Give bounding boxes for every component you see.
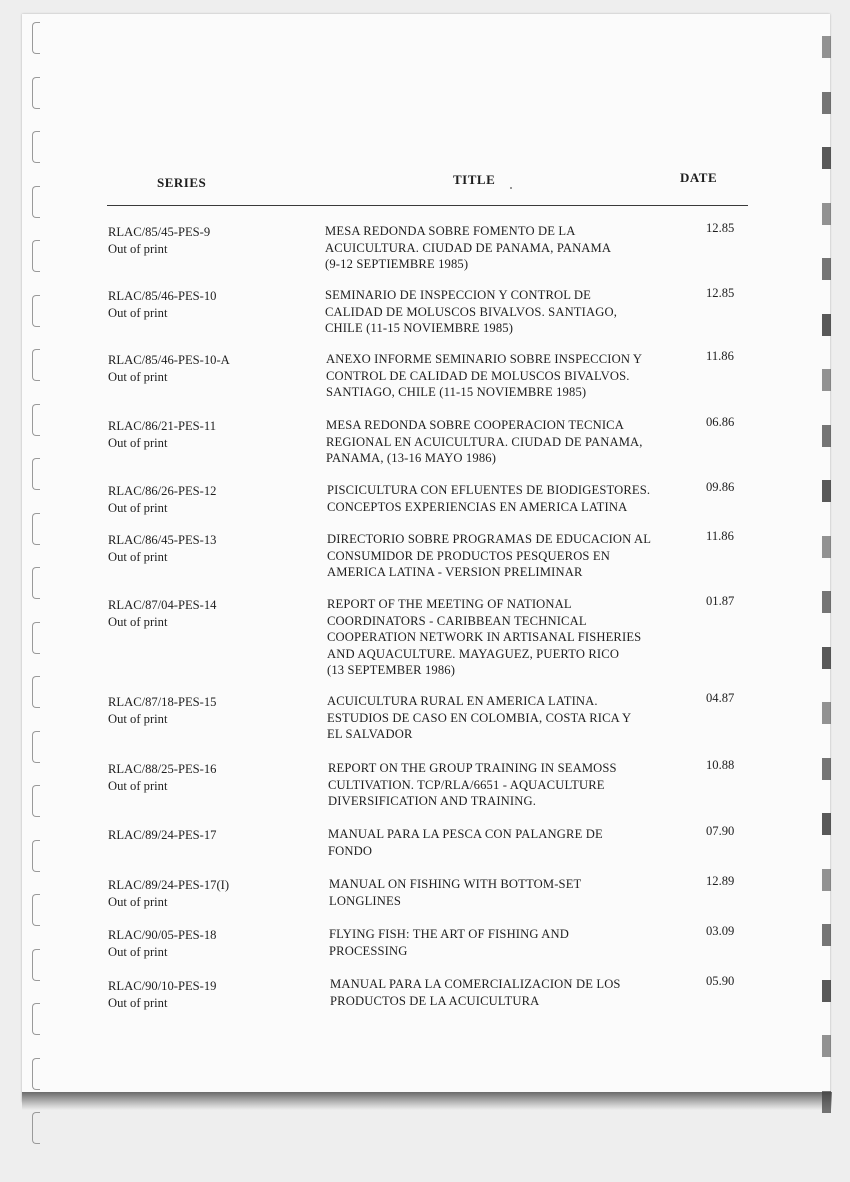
- right-edge-marks: [822, 36, 832, 1076]
- date-value: 11.86: [706, 529, 734, 543]
- title-text: [325, 223, 695, 273]
- binding-hole: [32, 295, 40, 327]
- header-speck: [510, 187, 512, 189]
- title-line: EL SALVADOR: [327, 727, 413, 741]
- series-code: RLAC/85/45-PES-9: [108, 225, 211, 239]
- date-value: 01.87: [706, 594, 735, 608]
- title-text: [329, 926, 699, 959]
- binding-hole: [32, 567, 40, 599]
- binding-hole: [32, 1058, 40, 1090]
- title-line: SANTIAGO, CHILE (11-15 NOVIEMBRE 1985): [326, 385, 587, 399]
- edge-mark: [822, 92, 831, 114]
- edge-mark: [822, 203, 831, 225]
- title-line: AND AQUACULTURE. MAYAGUEZ, PUERTO RICO: [327, 646, 620, 661]
- header-title: TITLE: [453, 172, 496, 187]
- title-line: CONSUMIDOR DE PRODUCTOS PESQUEROS EN: [327, 548, 610, 563]
- header-rule: [107, 205, 748, 206]
- title-text: [327, 531, 697, 581]
- binding-hole: [32, 131, 40, 163]
- binding-hole: [32, 894, 40, 926]
- edge-mark: [822, 813, 831, 835]
- edge-mark: [822, 258, 831, 280]
- title-line: REPORT OF THE MEETING OF NATIONAL: [327, 597, 572, 611]
- title-line: FLYING FISH: THE ART OF FISHING AND: [329, 927, 569, 941]
- title-text: [326, 417, 696, 467]
- series-code: RLAC/88/25-PES-16: [108, 762, 217, 776]
- binding-hole: [32, 785, 40, 817]
- edge-mark: [822, 869, 831, 891]
- date-value: 11.86: [706, 349, 734, 363]
- edge-mark: [822, 36, 831, 58]
- title-line: FONDO: [328, 843, 373, 858]
- date-value: 10.88: [706, 758, 735, 772]
- title-line: COORDINATORS - CARIBBEAN TECHNICAL: [327, 613, 587, 628]
- title-line: CHILE (11-15 NOVIEMBRE 1985): [325, 321, 514, 335]
- title-line: (13 SEPTEMBER 1986): [327, 663, 456, 677]
- title-line: REPORT ON THE GROUP TRAINING IN SEAMOSS: [328, 761, 617, 775]
- series-code: RLAC/86/45-PES-13: [108, 533, 217, 547]
- title-line: (9-12 SEPTIEMBRE 1985): [325, 257, 469, 271]
- title-line: CALIDAD DE MOLUSCOS BIVALVOS. SANTIAGO,: [325, 304, 618, 319]
- binding-hole: [32, 1112, 40, 1144]
- date-value: 12.89: [706, 874, 735, 888]
- date-value: 03.09: [706, 924, 735, 938]
- date-value: 12.85: [706, 286, 735, 300]
- series-code: RLAC/89/24-PES-17(I): [108, 878, 230, 892]
- title-line: MESA REDONDA SOBRE FOMENTO DE LA: [325, 224, 576, 238]
- edge-mark: [822, 647, 831, 669]
- print-status: Out of print: [108, 996, 168, 1010]
- title-line: CONCEPTOS EXPERIENCIAS EN AMERICA LATINA: [327, 499, 628, 514]
- binding-hole: [32, 1003, 40, 1035]
- title-line: SEMINARIO DE INSPECCION Y CONTROL DE: [325, 288, 592, 302]
- binding-hole: [32, 731, 40, 763]
- binding-hole: [32, 949, 40, 981]
- title-text: [326, 351, 696, 401]
- title-text: [327, 596, 697, 679]
- title-line: MESA REDONDA SOBRE COOPERACION TECNICA: [326, 418, 624, 432]
- binding-holes: [32, 22, 44, 1172]
- header-series: SERIES: [157, 175, 207, 190]
- title-text: [328, 760, 698, 810]
- title-line: REGIONAL EN ACUICULTURA. CIUDAD DE PANAMA,: [326, 434, 643, 449]
- title-line: PANAMA, (13-16 MAYO 1986): [326, 451, 497, 465]
- series-code: RLAC/87/18-PES-15: [108, 695, 217, 709]
- title-line: ESTUDIOS DE CASO EN COLOMBIA, COSTA RICA Y: [327, 710, 632, 725]
- title-text: [327, 482, 697, 515]
- page-bottom-shadow: [22, 1092, 832, 1110]
- title-line: DIVERSIFICATION AND TRAINING.: [328, 794, 537, 808]
- binding-hole: [32, 840, 40, 872]
- edge-mark: [822, 980, 831, 1002]
- edge-mark: [822, 314, 831, 336]
- title-text: [329, 876, 699, 909]
- title-text: [330, 976, 700, 1009]
- edge-mark: [822, 1035, 831, 1057]
- print-status: Out of print: [108, 436, 168, 450]
- print-status: Out of print: [108, 242, 168, 256]
- series-code: RLAC/85/46-PES-10-A: [108, 353, 230, 367]
- print-status: Out of print: [108, 895, 168, 909]
- print-status: Out of print: [108, 306, 168, 320]
- binding-hole: [32, 622, 40, 654]
- edge-mark: [822, 147, 831, 169]
- series-code: RLAC/86/21-PES-11: [108, 419, 216, 433]
- title-text: [325, 287, 695, 337]
- edge-mark: [822, 1091, 831, 1113]
- edge-mark: [822, 924, 831, 946]
- title-line: CONTROL DE CALIDAD DE MOLUSCOS BIVALVOS.: [326, 368, 630, 383]
- binding-hole: [32, 458, 40, 490]
- title-line: PROCESSING: [329, 943, 408, 958]
- title-line: MANUAL ON FISHING WITH BOTTOM-SET: [329, 877, 582, 891]
- binding-hole: [32, 404, 40, 436]
- binding-hole: [32, 513, 40, 545]
- date-value: 05.90: [706, 974, 735, 988]
- date-value: 04.87: [706, 691, 735, 705]
- binding-hole: [32, 186, 40, 218]
- title-line: PISCICULTURA CON EFLUENTES DE BIODIGESTORES.: [327, 483, 651, 497]
- title-text: [327, 693, 697, 743]
- title-line: PRODUCTOS DE LA ACUICULTURA: [330, 993, 540, 1008]
- series-code: RLAC/85/46-PES-10: [108, 289, 217, 303]
- print-status: Out of print: [108, 945, 168, 959]
- print-status: Out of print: [108, 615, 168, 629]
- print-status: Out of print: [108, 712, 168, 726]
- title-line: MANUAL PARA LA COMERCIALIZACION DE LOS: [330, 977, 621, 991]
- binding-hole: [32, 22, 40, 54]
- binding-hole: [32, 676, 40, 708]
- edge-mark: [822, 369, 831, 391]
- title-line: DIRECTORIO SOBRE PROGRAMAS DE EDUCACION AL: [327, 532, 652, 546]
- title-text: [328, 826, 698, 859]
- series-code: RLAC/89/24-PES-17: [108, 828, 217, 842]
- print-status: Out of print: [108, 370, 168, 384]
- title-line: LONGLINES: [329, 893, 402, 908]
- date-value: 12.85: [706, 221, 735, 235]
- binding-hole: [32, 349, 40, 381]
- edge-mark: [822, 758, 831, 780]
- series-code: RLAC/87/04-PES-14: [108, 598, 217, 612]
- title-line: ANEXO INFORME SEMINARIO SOBRE INSPECCION Y: [326, 352, 643, 366]
- series-code: RLAC/90/10-PES-19: [108, 979, 217, 993]
- print-status: Out of print: [108, 779, 168, 793]
- binding-hole: [32, 77, 40, 109]
- print-status: Out of print: [108, 501, 168, 515]
- edge-mark: [822, 702, 831, 724]
- edge-mark: [822, 591, 831, 613]
- date-value: 09.86: [706, 480, 735, 494]
- print-status: Out of print: [108, 550, 168, 564]
- edge-mark: [822, 425, 831, 447]
- title-line: ACUICULTURA. CIUDAD DE PANAMA, PANAMA: [325, 240, 612, 255]
- title-line: CULTIVATION. TCP/RLA/6651 - AQUACULTURE: [328, 777, 605, 792]
- series-code: RLAC/86/26-PES-12: [108, 484, 217, 498]
- binding-hole: [32, 240, 40, 272]
- header-date: DATE: [680, 170, 718, 185]
- title-line: MANUAL PARA LA PESCA CON PALANGRE DE: [328, 827, 603, 841]
- edge-mark: [822, 480, 831, 502]
- date-value: 07.90: [706, 824, 735, 838]
- title-line: AMERICA LATINA - VERSION PRELIMINAR: [327, 565, 583, 579]
- date-value: 06.86: [706, 415, 735, 429]
- title-line: ACUICULTURA RURAL EN AMERICA LATINA.: [327, 694, 598, 708]
- edge-mark: [822, 536, 831, 558]
- title-line: COOPERATION NETWORK IN ARTISANAL FISHERIES: [327, 630, 642, 644]
- series-code: RLAC/90/05-PES-18: [108, 928, 217, 942]
